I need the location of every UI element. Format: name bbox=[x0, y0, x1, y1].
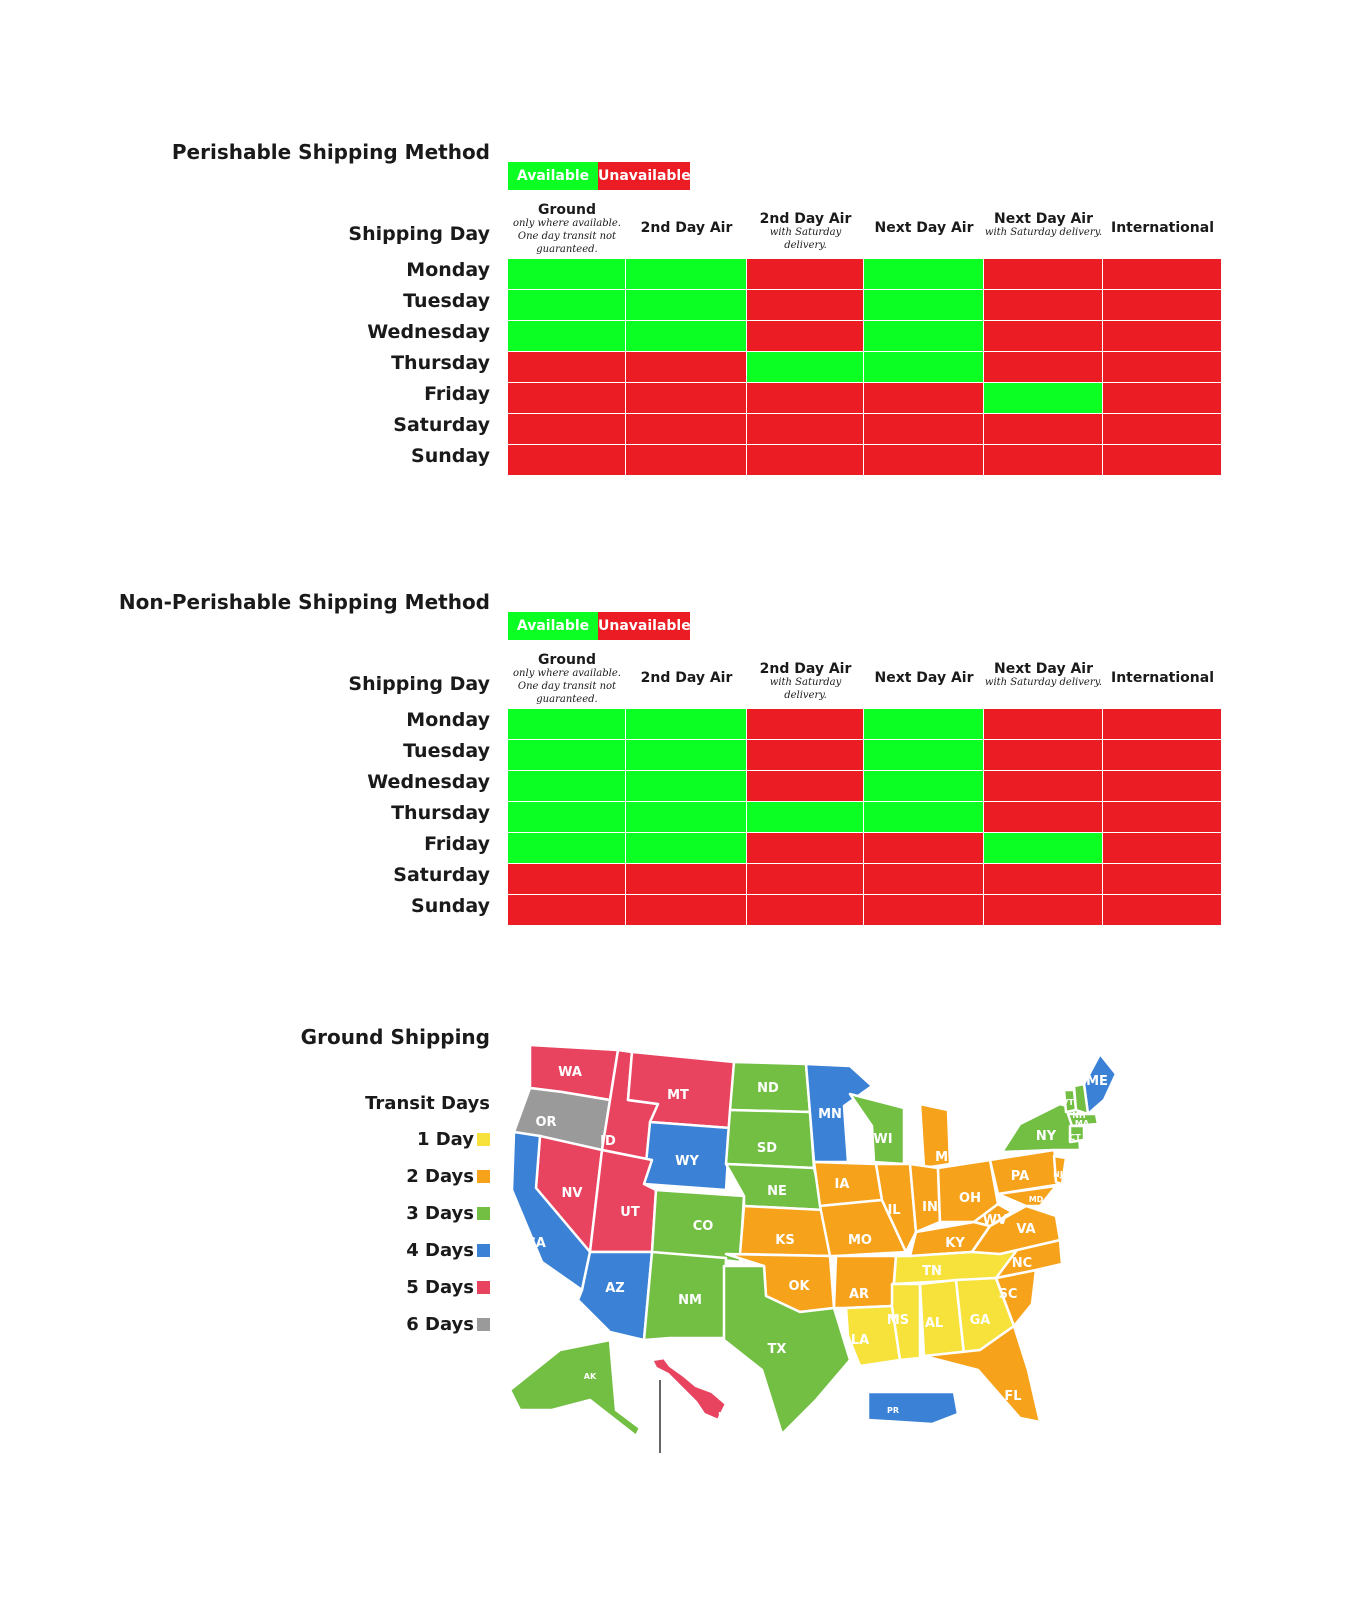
non-perishable-availability-grid bbox=[508, 709, 1222, 926]
cell-unavailable bbox=[1103, 259, 1222, 290]
cell-available bbox=[626, 740, 747, 771]
transit-level-label: 6 Days bbox=[406, 1314, 474, 1335]
state-label: NE bbox=[767, 1184, 787, 1199]
cell-unavailable bbox=[747, 895, 864, 926]
state-label: CA bbox=[526, 1236, 546, 1251]
cell-unavailable bbox=[747, 709, 864, 740]
column-name: 2nd Day Air bbox=[759, 211, 852, 227]
state-label: MT bbox=[667, 1088, 689, 1103]
state-label: FL bbox=[1004, 1389, 1022, 1404]
cell-unavailable bbox=[747, 321, 864, 352]
cell-unavailable bbox=[747, 740, 864, 771]
cell-available bbox=[864, 771, 984, 802]
cell-available bbox=[508, 321, 626, 352]
column-header bbox=[626, 671, 747, 685]
cell-available bbox=[508, 709, 626, 740]
column-header bbox=[1103, 671, 1222, 685]
cell-unavailable bbox=[984, 740, 1103, 771]
state-label: NC bbox=[1011, 1256, 1033, 1271]
state-label: HI bbox=[718, 1411, 728, 1420]
cell-unavailable bbox=[747, 445, 864, 476]
state-wi bbox=[850, 1094, 904, 1164]
state-label: MS bbox=[886, 1313, 910, 1328]
state-label: NY bbox=[1035, 1129, 1057, 1144]
cell-available bbox=[508, 802, 626, 833]
column-header bbox=[984, 662, 1103, 689]
cell-unavailable bbox=[626, 414, 747, 445]
column-name: 2nd Day Air bbox=[759, 661, 852, 677]
day-label: Saturday bbox=[393, 414, 490, 436]
day-label: Monday bbox=[406, 259, 490, 281]
cell-unavailable bbox=[984, 321, 1103, 352]
cell-available bbox=[626, 833, 747, 864]
state-ak bbox=[510, 1340, 640, 1436]
cell-unavailable bbox=[984, 802, 1103, 833]
cell-unavailable bbox=[1103, 895, 1222, 926]
column-header bbox=[508, 203, 626, 256]
cell-available bbox=[984, 383, 1103, 414]
cell-available bbox=[626, 290, 747, 321]
column-header bbox=[747, 212, 864, 252]
column-note: only where available. One day transit not guaranteed. bbox=[513, 668, 621, 705]
cell-unavailable bbox=[1103, 445, 1222, 476]
cell-unavailable bbox=[1103, 740, 1222, 771]
transit-level-label: 2 Days bbox=[406, 1166, 474, 1187]
state-label: PA bbox=[1010, 1169, 1030, 1184]
column-name: International bbox=[1110, 220, 1214, 236]
day-label: Thursday bbox=[391, 352, 490, 374]
state-label: UT bbox=[620, 1205, 640, 1220]
legend-available: Available bbox=[508, 162, 598, 190]
cell-unavailable bbox=[984, 709, 1103, 740]
cell-unavailable bbox=[984, 414, 1103, 445]
cell-unavailable bbox=[984, 864, 1103, 895]
cell-unavailable bbox=[626, 445, 747, 476]
transit-color-swatch bbox=[477, 1244, 490, 1257]
cell-unavailable bbox=[1103, 833, 1222, 864]
cell-unavailable bbox=[864, 445, 984, 476]
shipping-day-heading: Shipping Day bbox=[348, 673, 490, 695]
cell-unavailable bbox=[626, 864, 747, 895]
state-label: SD bbox=[756, 1141, 778, 1156]
cell-unavailable bbox=[984, 895, 1103, 926]
transit-level bbox=[417, 1129, 490, 1150]
cell-available bbox=[864, 259, 984, 290]
column-name: Next Day Air bbox=[994, 661, 1093, 677]
state-label: NM bbox=[678, 1293, 702, 1308]
transit-color-swatch bbox=[477, 1170, 490, 1183]
day-label: Tuesday bbox=[403, 740, 490, 762]
perishable-availability-grid bbox=[508, 259, 1222, 476]
column-name: 2nd Day Air bbox=[640, 670, 733, 686]
cell-unavailable bbox=[508, 414, 626, 445]
cell-available bbox=[626, 771, 747, 802]
transit-days-heading: Transit Days bbox=[365, 1093, 490, 1114]
column-note: only where available. One day transit not guaranteed. bbox=[513, 218, 621, 255]
cell-available bbox=[508, 771, 626, 802]
cell-unavailable bbox=[747, 771, 864, 802]
state-label: WY bbox=[675, 1154, 699, 1169]
day-label: Friday bbox=[424, 383, 490, 405]
cell-unavailable bbox=[1103, 321, 1222, 352]
cell-unavailable bbox=[1103, 352, 1222, 383]
transit-level bbox=[406, 1240, 490, 1261]
availability-legend-2 bbox=[508, 612, 690, 640]
state-label: CT bbox=[1069, 1133, 1081, 1142]
cell-unavailable bbox=[508, 383, 626, 414]
cell-unavailable bbox=[1103, 864, 1222, 895]
cell-available bbox=[747, 802, 864, 833]
shipping-day-heading: Shipping Day bbox=[348, 223, 490, 245]
day-label: Sunday bbox=[411, 445, 490, 467]
column-headers bbox=[0, 653, 1366, 705]
cell-available bbox=[508, 259, 626, 290]
cell-unavailable bbox=[1103, 414, 1222, 445]
state-label: IA bbox=[834, 1177, 850, 1192]
column-note: with Saturday delivery. bbox=[984, 677, 1103, 688]
state-label: NJ bbox=[1053, 1170, 1063, 1179]
cell-unavailable bbox=[508, 445, 626, 476]
state-az bbox=[578, 1252, 652, 1340]
day-label: Thursday bbox=[391, 802, 490, 824]
cell-unavailable bbox=[864, 833, 984, 864]
column-note: with Saturday delivery. bbox=[769, 227, 842, 251]
state-label: VT bbox=[1062, 1098, 1074, 1107]
state-label: ME bbox=[1086, 1074, 1108, 1089]
column-header bbox=[747, 662, 864, 702]
transit-color-swatch bbox=[477, 1207, 490, 1220]
state-label: LA bbox=[850, 1333, 870, 1348]
state-label: VA bbox=[1016, 1222, 1036, 1237]
cell-unavailable bbox=[984, 259, 1103, 290]
transit-color-swatch bbox=[477, 1281, 490, 1294]
cell-available bbox=[626, 709, 747, 740]
state-label: WV bbox=[982, 1213, 1008, 1228]
state-label: TN bbox=[922, 1264, 942, 1279]
cell-unavailable bbox=[508, 895, 626, 926]
state-in bbox=[910, 1164, 940, 1232]
state-label: GA bbox=[969, 1313, 991, 1328]
cell-unavailable bbox=[747, 290, 864, 321]
cell-unavailable bbox=[1103, 290, 1222, 321]
transit-level bbox=[406, 1166, 490, 1187]
column-name: Ground bbox=[538, 202, 596, 218]
cell-unavailable bbox=[1103, 709, 1222, 740]
state-label: SC bbox=[998, 1287, 1018, 1302]
legend-unavailable: Unavailable bbox=[598, 612, 690, 640]
day-label: Friday bbox=[424, 833, 490, 855]
state-label: OR bbox=[535, 1115, 557, 1130]
column-header bbox=[626, 221, 747, 235]
cell-available bbox=[747, 352, 864, 383]
cell-unavailable bbox=[864, 895, 984, 926]
cell-unavailable bbox=[984, 771, 1103, 802]
cell-available bbox=[508, 833, 626, 864]
transit-level bbox=[406, 1277, 490, 1298]
state-label: KS bbox=[775, 1233, 795, 1248]
cell-unavailable bbox=[984, 445, 1103, 476]
column-name: Next Day Air bbox=[874, 670, 974, 686]
state-label: MA bbox=[1074, 1119, 1090, 1128]
state-label: AR bbox=[848, 1287, 870, 1302]
cell-unavailable bbox=[984, 352, 1103, 383]
state-label: MO bbox=[848, 1233, 872, 1248]
non-perishable-title: Non-Perishable Shipping Method bbox=[118, 590, 490, 614]
cell-unavailable bbox=[1103, 383, 1222, 414]
column-name: 2nd Day Air bbox=[640, 220, 733, 236]
cell-unavailable bbox=[626, 895, 747, 926]
cell-available bbox=[626, 802, 747, 833]
column-header bbox=[508, 653, 626, 706]
state-label: AK bbox=[583, 1372, 597, 1381]
state-label: ID bbox=[600, 1134, 616, 1149]
state-label: ND bbox=[757, 1081, 779, 1096]
column-header bbox=[864, 671, 984, 685]
ground-shipping-title: Ground Shipping bbox=[300, 1025, 490, 1049]
cell-unavailable bbox=[984, 290, 1103, 321]
transit-color-swatch bbox=[477, 1133, 490, 1146]
state-label: WA bbox=[558, 1065, 582, 1080]
cell-unavailable bbox=[747, 833, 864, 864]
state-ut bbox=[590, 1150, 656, 1252]
state-label: IN bbox=[922, 1200, 938, 1215]
cell-unavailable bbox=[1103, 802, 1222, 833]
transit-level-label: 1 Day bbox=[416, 1129, 474, 1150]
transit-level-label: 3 Days bbox=[406, 1203, 474, 1224]
cell-unavailable bbox=[864, 414, 984, 445]
state-label: AL bbox=[924, 1316, 944, 1331]
state-pr bbox=[868, 1392, 958, 1424]
cell-unavailable bbox=[508, 352, 626, 383]
state-label: MI bbox=[935, 1150, 953, 1165]
column-header bbox=[1103, 221, 1222, 235]
cell-unavailable bbox=[747, 259, 864, 290]
state-label: CO bbox=[692, 1219, 714, 1234]
state-label: PR bbox=[886, 1406, 900, 1415]
day-label: Saturday bbox=[393, 864, 490, 886]
cell-available bbox=[864, 352, 984, 383]
cell-unavailable bbox=[747, 414, 864, 445]
cell-unavailable bbox=[508, 864, 626, 895]
day-label: Monday bbox=[406, 709, 490, 731]
column-note: with Saturday delivery. bbox=[984, 227, 1103, 238]
availability-legend bbox=[508, 162, 690, 190]
day-label: Wednesday bbox=[367, 771, 490, 793]
cell-unavailable bbox=[864, 864, 984, 895]
state-label: IL bbox=[887, 1203, 901, 1218]
column-name: Next Day Air bbox=[874, 220, 974, 236]
state-label: NV bbox=[561, 1186, 583, 1201]
cell-available bbox=[864, 740, 984, 771]
cell-available bbox=[864, 290, 984, 321]
state-label: KY bbox=[945, 1236, 965, 1251]
state-label: MD bbox=[1028, 1195, 1044, 1204]
us-ground-transit-map bbox=[500, 1040, 1160, 1460]
cell-available bbox=[626, 259, 747, 290]
state-ks bbox=[740, 1206, 830, 1256]
day-label: Sunday bbox=[411, 895, 490, 917]
state-sd bbox=[726, 1110, 814, 1168]
day-label: Tuesday bbox=[403, 290, 490, 312]
state-label: OH bbox=[959, 1191, 981, 1206]
cell-unavailable bbox=[1103, 771, 1222, 802]
state-hi bbox=[652, 1358, 726, 1420]
state-label: NH bbox=[1072, 1111, 1086, 1120]
column-name: Ground bbox=[538, 652, 596, 668]
legend-available: Available bbox=[508, 612, 598, 640]
perishable-title: Perishable Shipping Method bbox=[171, 140, 490, 164]
cell-unavailable bbox=[747, 864, 864, 895]
cell-available bbox=[864, 709, 984, 740]
column-header bbox=[984, 212, 1103, 239]
column-note: with Saturday delivery. bbox=[769, 677, 842, 701]
state-label: TX bbox=[767, 1342, 787, 1357]
transit-level bbox=[406, 1314, 490, 1335]
transit-color-swatch bbox=[477, 1318, 490, 1331]
column-header bbox=[864, 221, 984, 235]
state-label: MN bbox=[818, 1107, 842, 1122]
cell-unavailable bbox=[626, 352, 747, 383]
cell-unavailable bbox=[747, 383, 864, 414]
legend-unavailable: Unavailable bbox=[598, 162, 690, 190]
state-label: WI bbox=[873, 1132, 893, 1147]
column-name: International bbox=[1110, 670, 1214, 686]
state-label: OK bbox=[788, 1279, 810, 1294]
cell-available bbox=[864, 321, 984, 352]
cell-available bbox=[508, 290, 626, 321]
column-headers bbox=[0, 203, 1366, 255]
cell-available bbox=[864, 802, 984, 833]
transit-level bbox=[406, 1203, 490, 1224]
day-label: Wednesday bbox=[367, 321, 490, 343]
cell-available bbox=[984, 833, 1103, 864]
cell-available bbox=[508, 740, 626, 771]
cell-unavailable bbox=[626, 383, 747, 414]
transit-level-label: 5 Days bbox=[406, 1277, 474, 1298]
cell-unavailable bbox=[864, 383, 984, 414]
state-label: AZ bbox=[605, 1281, 625, 1296]
column-name: Next Day Air bbox=[994, 211, 1093, 227]
transit-level-label: 4 Days bbox=[406, 1240, 474, 1261]
cell-available bbox=[626, 321, 747, 352]
